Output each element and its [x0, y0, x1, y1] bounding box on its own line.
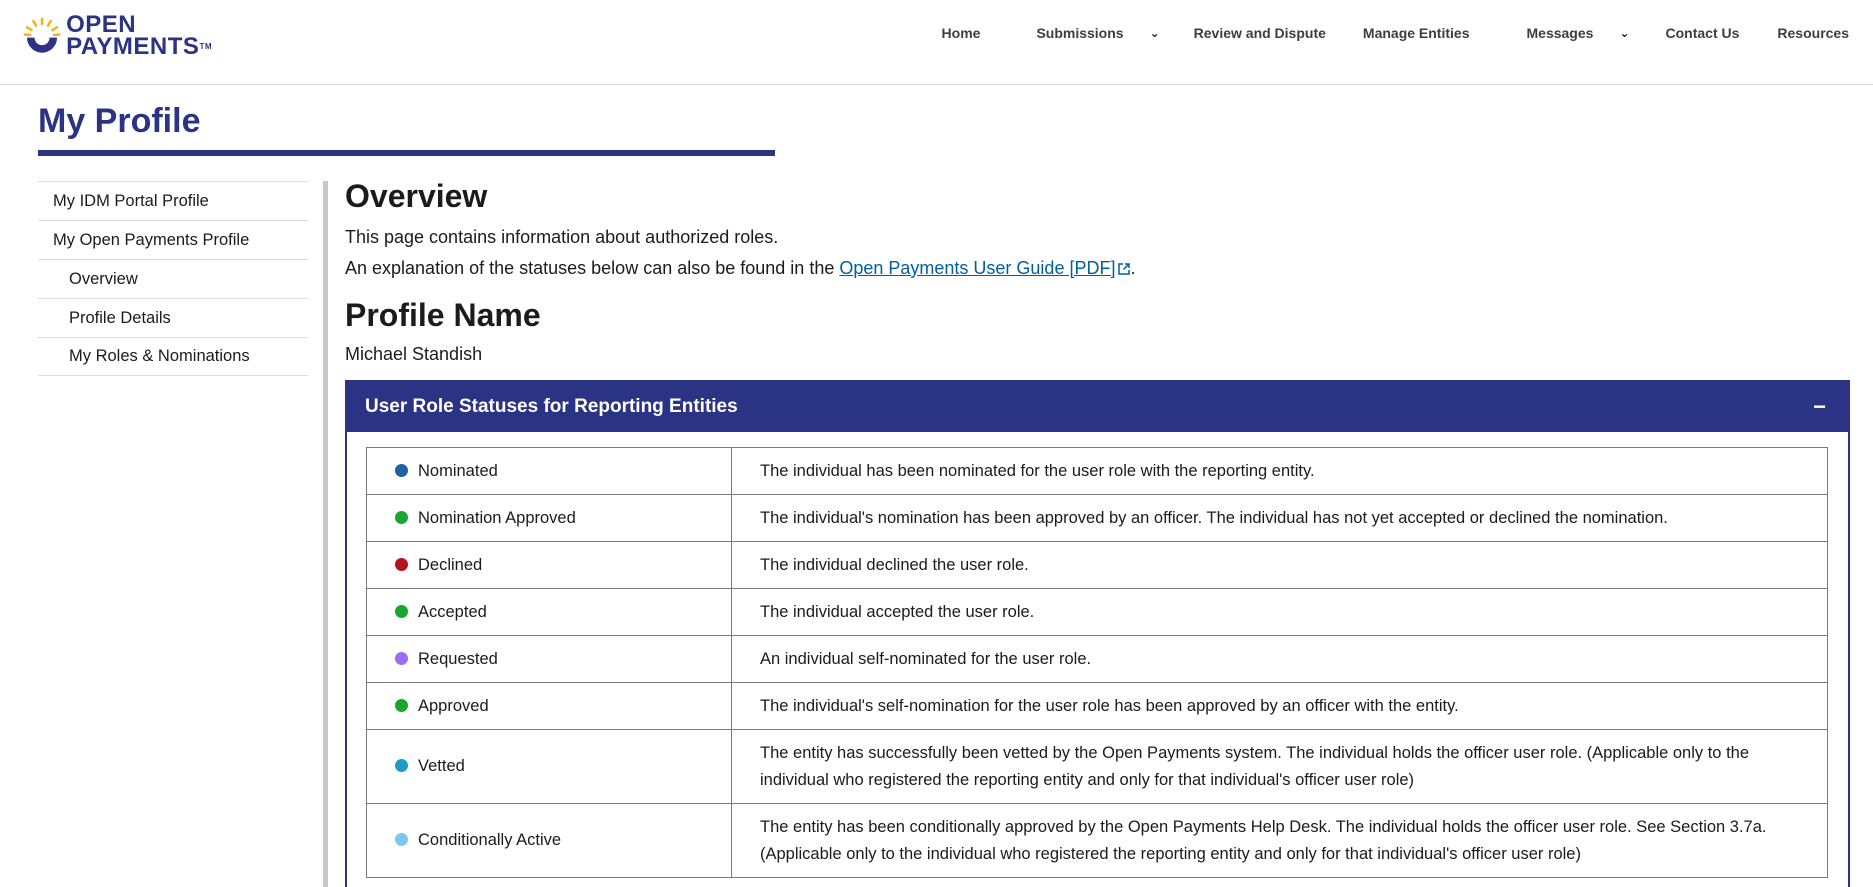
sidebar-item-open-payments-profile[interactable] — [38, 220, 308, 259]
nav-submissions-label: Submissions — [1036, 25, 1124, 41]
status-dot-icon — [395, 558, 408, 571]
table-row — [367, 636, 1828, 683]
nav-manage-entities-label: Manage Entities — [1362, 25, 1470, 41]
chevron-down-icon: ⌄ — [1619, 26, 1630, 40]
status-dot-icon — [395, 833, 408, 846]
table-row — [367, 495, 1828, 542]
profile-name-heading: Profile Name — [345, 297, 541, 333]
status-cell — [367, 683, 732, 730]
table-row — [367, 589, 1828, 636]
status-description: The individual declined the user role. — [732, 542, 1828, 589]
status-label: Declined — [418, 555, 483, 574]
sunburst-logo-icon — [22, 12, 62, 60]
nav-messages[interactable] — [1527, 25, 1630, 41]
status-label: Vetted — [418, 757, 465, 775]
profile-name-value: Michael Standish — [345, 344, 483, 364]
status-dot-icon — [395, 652, 408, 665]
user-guide-link[interactable] — [839, 258, 1130, 278]
content-divider — [323, 181, 328, 887]
sidebar-item-profile-details[interactable] — [38, 298, 308, 337]
status-label: Conditionally Active — [418, 831, 562, 849]
chevron-down-icon: ⌄ — [1149, 26, 1160, 40]
status-label: Approved — [418, 696, 489, 715]
status-dot-icon — [395, 605, 408, 618]
logo-wordmark — [66, 11, 212, 60]
status-cell — [367, 636, 732, 683]
nav-home-label: Home — [941, 25, 981, 41]
status-cell — [367, 448, 732, 495]
status-dot-icon — [395, 699, 408, 712]
status-label: Requested — [418, 649, 498, 668]
sidebar-item-label: My Roles & Nominations — [69, 347, 250, 365]
status-label: Nominated — [418, 461, 498, 480]
accordion-title: User Role Statuses for Reporting Entities — [365, 396, 738, 417]
nav-review-label: Review and Dispute — [1193, 25, 1326, 41]
main-nav — [942, 0, 1849, 66]
user-guide-link-text: Open Payments User Guide [PDF] — [839, 258, 1116, 278]
status-description: The individual has been nominated for the user role with the reporting entity. — [732, 448, 1828, 495]
table-row — [367, 448, 1828, 495]
sidebar-item-overview[interactable] — [38, 259, 308, 298]
status-label: Accepted — [418, 602, 487, 621]
guide-prefix: An explanation of the statuses below can also be found in the — [345, 258, 840, 278]
nav-manage-entities[interactable] — [1363, 25, 1470, 41]
external-link-icon — [1118, 263, 1130, 275]
overview-heading: Overview — [345, 178, 488, 214]
nav-resources-label: Resources — [1777, 25, 1849, 41]
guide-suffix: . — [1130, 258, 1136, 278]
sidebar-item-idm-portal-profile[interactable] — [38, 181, 308, 220]
sidebar-item-label: My Open Payments Profile — [53, 230, 250, 249]
main-content — [345, 178, 1850, 365]
status-cell — [367, 542, 732, 589]
nav-resources[interactable] — [1777, 25, 1849, 41]
status-description: The entity has successfully been vetted by the Open Payments system. The individual holds the officer user role. (Applicable only to the individual who registered the reporting entity and only for that individual's officer user role) — [732, 730, 1828, 804]
status-description: The individual's nomination has been approved by an officer. The individual has not yet accepted or declined the nomination. — [732, 495, 1828, 542]
top-navigation-bar — [0, 0, 1873, 85]
status-description: The entity has been conditionally approved by the Open Payments Help Desk. The individual holds the officer user role. See Section 3.7a. (Applicable only to the individual who registered the reporting entity and only for that individual's officer user role) — [732, 804, 1828, 878]
sidebar-item-label: Overview — [69, 269, 138, 288]
nav-home[interactable] — [942, 25, 981, 41]
status-dot-icon — [395, 464, 408, 477]
status-cell — [367, 804, 732, 878]
intro-text: This page contains information about authorized roles. — [345, 227, 779, 247]
logo-line-2: PAYMENTS — [66, 33, 200, 60]
accordion-header[interactable] — [347, 382, 1848, 432]
status-label: Nomination Approved — [418, 508, 576, 527]
nav-review-and-dispute[interactable] — [1194, 25, 1326, 41]
status-dot-icon — [395, 511, 408, 524]
sidebar-item-roles-nominations[interactable] — [38, 337, 308, 376]
logo-line-1: OPEN — [66, 11, 137, 38]
table-row — [367, 730, 1828, 804]
collapse-icon[interactable]: − — [1813, 394, 1826, 419]
status-dot-icon — [395, 759, 408, 772]
nav-messages-label: Messages — [1526, 25, 1594, 41]
page-title-underline — [38, 150, 775, 156]
status-cell — [367, 589, 732, 636]
open-payments-logo[interactable] — [22, 12, 212, 60]
status-cell — [367, 495, 732, 542]
user-role-statuses-accordion — [345, 380, 1850, 887]
status-description: The individual accepted the user role. — [732, 589, 1828, 636]
nav-submissions[interactable] — [1036, 25, 1159, 41]
nav-contact-label: Contact Us — [1665, 25, 1740, 41]
page-title: My Profile — [38, 102, 201, 140]
table-row — [367, 542, 1828, 589]
status-table — [366, 447, 1828, 878]
status-description: An individual self-nominated for the user role. — [732, 636, 1828, 683]
nav-contact-us[interactable] — [1666, 25, 1740, 41]
sidebar-item-label: Profile Details — [69, 308, 171, 327]
status-description: The individual's self-nomination for the user role has been approved by an officer with the entity. — [732, 683, 1828, 730]
logo-trademark: TM — [199, 42, 212, 51]
sidebar-item-label: My IDM Portal Profile — [53, 191, 209, 210]
status-cell — [367, 730, 732, 804]
guide-text — [345, 258, 1850, 279]
table-row — [367, 804, 1828, 878]
profile-sidebar — [38, 181, 308, 376]
table-row — [367, 683, 1828, 730]
